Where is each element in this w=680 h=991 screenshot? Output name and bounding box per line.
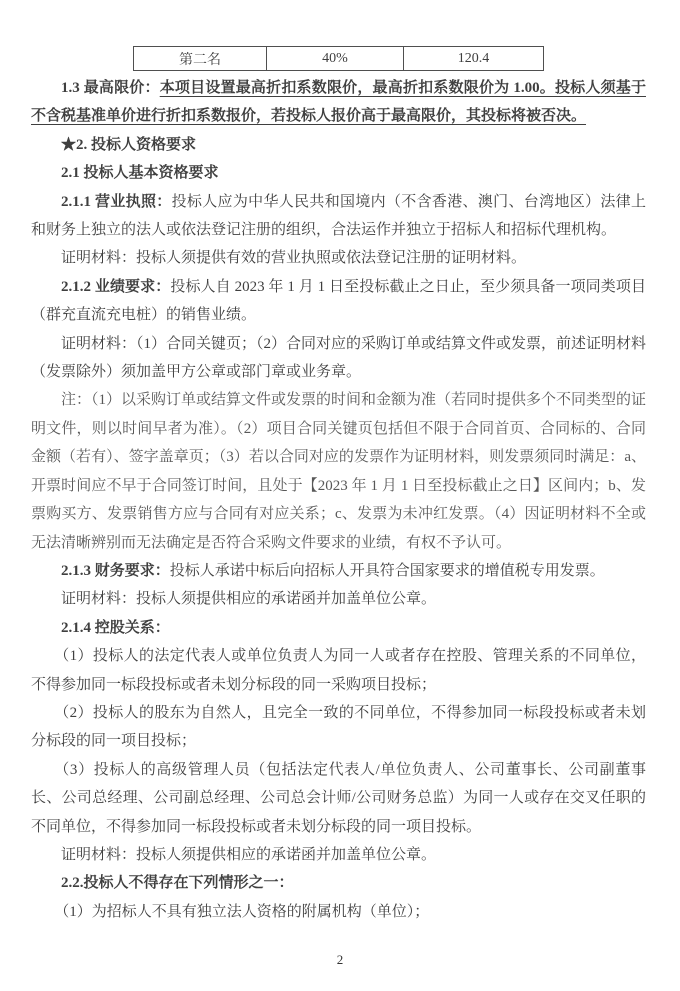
text-run: 2.2.投标人不得存在下列情形之一： — [61, 875, 294, 892]
para-proof-business-license — [31, 244, 646, 272]
para-proof-performance — [31, 330, 646, 387]
document-content — [31, 44, 646, 926]
text-run: （3）投标人的高级管理人员（包括法定代表人/单位负责人、公司董事长、公司副董事长、公司总经理、公司副总经理、公司总会计师/公司财务总监）为同一人或存在交叉任职的不同单位，不得参加同一标段投标或者未划分标段的同一项目投标。 — [31, 761, 646, 835]
table-cell: 第二名 — [134, 47, 267, 71]
score-table-body — [134, 47, 544, 71]
text-run: 证明材料：投标人须提供有效的营业执照或依法登记注册的证明材料。 — [61, 250, 527, 267]
para-2-1-4-item-3 — [31, 756, 646, 841]
table-cell: 120.4 — [404, 47, 544, 71]
para-2-1-4-item-2 — [31, 699, 646, 756]
text-run: 2.1.1 营业执照： — [61, 193, 172, 210]
text-run: （2）投标人的股东为自然人，且完全一致的不同单位，不得参加同一标段投标或者未划分标段的同一项目投标； — [31, 704, 646, 750]
para-1-3-max-price — [31, 74, 646, 131]
page-number: 2 — [336, 952, 344, 967]
text-run: 本项目设置最高折扣系数限价，最高折扣系数限价为 1.00。投标人须基于不含税基准单价进行折扣系数报价，若投标人报价高于最高限价，其投标将被否决。 — [31, 80, 646, 125]
text-run: 证明材料：（1）合同关键页；（2）合同对应的采购订单或结算文件或发票，前述证明材料（发票除外）须加盖甲方公章或部门章或业务章。 — [31, 335, 647, 381]
text-run: 2.1 投标人基本资格要求 — [61, 165, 219, 182]
text-run: 2.1.3 财务要求： — [61, 562, 170, 579]
para-2-1-4-item-1 — [31, 642, 646, 699]
table-cell: 40% — [267, 47, 404, 71]
para-2-1-1-business-license — [31, 188, 646, 245]
text-run: 2.1.4 控股关系： — [61, 619, 170, 636]
heading-2-1-basic-qualification — [31, 159, 646, 187]
text-run: 证明材料：投标人须提供相应的承诺函并加盖单位公章。 — [61, 591, 437, 608]
score-table — [133, 46, 544, 71]
para-2-1-2-performance — [31, 273, 646, 330]
para-proof-finance — [31, 585, 646, 613]
para-2-1-3-finance — [31, 557, 646, 585]
heading-2-bidder-qualification — [31, 131, 646, 159]
text-run: （1）为招标人不具有独立法人资格的附属机构（单位）； — [54, 903, 430, 920]
text-run: 2.1.2 业绩要求： — [61, 278, 171, 295]
para-2-2-item-1 — [31, 898, 646, 926]
para-proof-holding-relation — [31, 841, 646, 869]
text-run: ★2. 投标人资格要求 — [61, 136, 197, 153]
text-run: 证明材料：投标人须提供相应的承诺函并加盖单位公章。 — [61, 846, 437, 863]
text-run: 1.3 最高限价： — [61, 80, 160, 96]
text-run: 投标人承诺中标后向招标人开具符合国家要求的增值税专用发票。 — [169, 562, 605, 579]
table-row — [134, 47, 544, 71]
text-run: 注：（1）以采购订单或结算文件或发票的时间和金额为准（若同时提供多个不同类型的证明文件，则以时间早者为准）。（2）项目合同关键页包括但不限于合同首页、合同标的、合同金额（若有）、签字盖章页；（3）若以合同对应的发票作为证明材料，则发票须同时满足：a、开票时间应不早于合同签订时间，且处于【2023 年 1 月 1 日至投标截止之日】区间内；b、发票购买方、发票销售方应与合同有对应关系；c、发票为未冲红发票。（4）因证明材料不全或无法清晰辨别而无法确定是否符合采购文件要求的业绩，有权不予认可。 — [31, 392, 647, 551]
text-run: 投标人应为中华人民共和国境内（不含香港、澳门、台湾地区）法律上和财务上独立的法人或依法登记注册的组织，合法运作并独立于招标人和招标代理机构。 — [31, 193, 646, 239]
heading-2-2-prohibited-situations — [31, 869, 646, 897]
para-2-1-4-holding-relation — [31, 614, 646, 642]
para-note — [31, 386, 646, 556]
document-body — [31, 74, 646, 926]
text-run: （1）投标人的法定代表人或单位负责人为同一人或者存在控股、管理关系的不同单位，不得参加同一标段投标或者未划分标段的同一采购项目投标； — [31, 648, 646, 693]
text-run: 投标人自 2023 年 1 月 1 日至投标截止之日止，至少须具备一项同类项目（群充直流充电桩）的销售业绩。 — [31, 278, 646, 324]
